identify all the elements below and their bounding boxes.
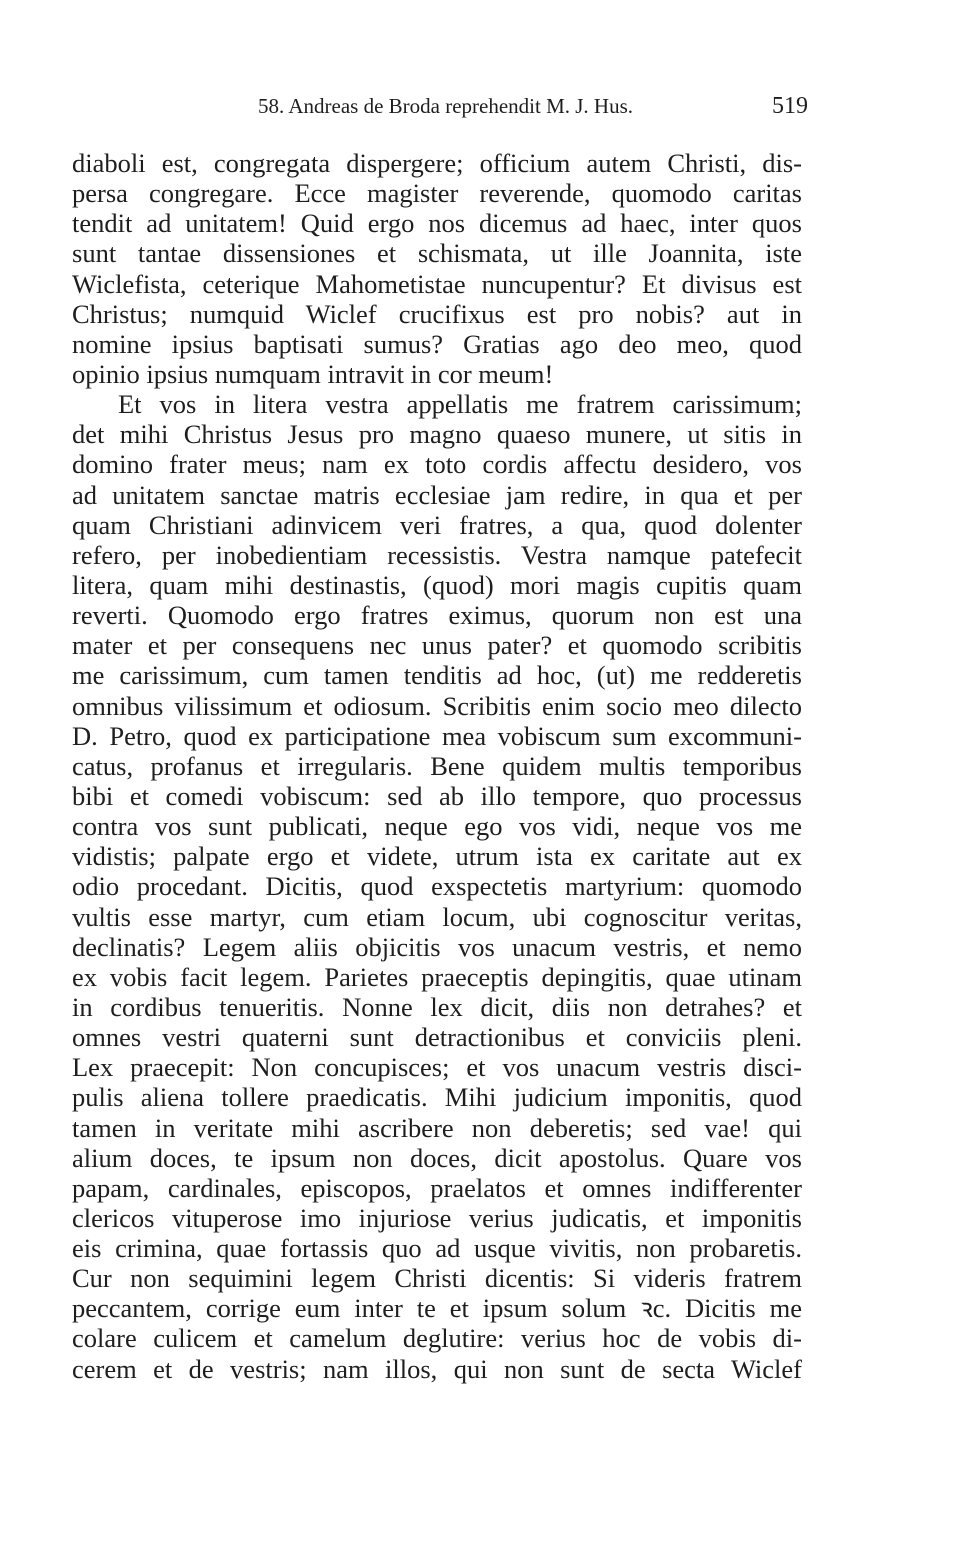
text-line: me carissimum, cum tamen tenditis ad hoc, (ut) me redderetis (72, 660, 802, 691)
text-line: det mihi Christus Jesus pro magno quaeso munere, ut sitis in (72, 419, 802, 450)
text-line: omnibus vilissimum et odiosum. Scribitis enim socio meo dilecto (72, 690, 802, 721)
text-line: clericos vituperose imo injuriose verius judicatis, et imponitis (72, 1202, 802, 1233)
text-line: eis crimina, quae fortassis quo ad usque vivitis, non probaretis. (72, 1233, 802, 1264)
book-page: 58. Andreas de Broda reprehendit M. J. Hus. 519 diaboli est, congregata dispergere; officium autem Christi, dis- persa congregare. Ecce magister reverende, quomodo caritas tendit ad unitatem! Quid ergo nos dicemus ad haec, inter quos sunt tantae dissensiones et schismata, ut ille Joannita, iste Wiclefista, ceterique Mahometistae nuncupentur? Et divisus est Christus; numquid Wiclef crucifixus est pro nobis? aut in nomine ipsius baptisati sumus? Gratias ago deo meo, quod opinio ipsius numquam intravit in cor meum! Et vos in litera vestra appellatis me fratrem carissimum; det mihi Christus Jesus pro magno quaeso munere, ut sitis in domino frater meus; nam ex toto cordis affectu desidero, vos ad unitatem sanctae matris ecclesiae jam redire, in qua et per quam Christiani adinvicem veri fratres, a qua, quod dolenter refero, per inobedientiam recessistis. Vestra namque patefecit litera, quam mihi destinastis, (quod) mori magis cupitis quam reverti. Quomodo ergo fratres eximus, quorum non est una mater et per consequens nec unus pater? et quomodo scribitis me carissimum, cum tamen tenditis ad hoc, (ut) me redderetis omnibus vilissimum et odiosum. Scribitis enim socio meo dilecto D. Petro, quod ex participatione mea vobiscum sum excommuni- catus, profanus et irregularis. Bene quidem multis temporibus bibi et comedi vobiscum: sed ab illo tempore, quo processus contra vos sunt publicati, neque ego vos vidi, neque vos me vidistis; palpate ergo et videte, utrum ista ex caritate aut ex odio procedant. Dicitis, quod exspectetis martyrium: quomodo vultis esse martyr, cum etiam locum, ubi cognoscitur veritas, declinatis? Legem aliis objicitis vos unacum vestris, et nemo ex vobis facit legem. Parietes praeceptis depingitis, quae utinam in cordibus tenueritis. Nonne lex dicit, diis non detrahes? et omnes vestri quaterni sunt detractionibus et conviciis pleni. Lex praecepit: Non concupisces; et vos unacum vestris disci- pulis aliena tollere praedicatis. Mihi judicium imponitis, quod tamen in veritate mihi ascribere non deberetis; sed vae! qui alium doces, te ipsum non doces, dicit apostolus. Quare vos papam, cardinales, episcopos, praelatos et omnes indifferenter clericos vituperose imo injuriose verius judicatis, et imponitis eis crimina, quae fortassis quo ad usque vivitis, non probaretis. Cur non sequimini legem Christi dicentis: Si videris fratrem peccantem, corrige eum inter te et ipsum solum ꝛc. Dicitis me colare culicem et camelum deglutire: verius hoc de vobis di- cerem et de vestris; nam illos, qui non sunt de secta Wiclef (0, 0, 960, 1554)
text-line: contra vos sunt publicati, neque ego vos vidi, neque vos me (72, 811, 802, 842)
text-line: tendit ad unitatem! Quid ergo nos dicemus ad haec, inter quos (72, 208, 802, 239)
page-number: 519 (772, 93, 808, 119)
text-line: Lex praecepit: Non concupisces; et vos unacum vestris disci- (72, 1052, 802, 1083)
text-line: bibi et comedi vobiscum: sed ab illo tempore, quo processus (72, 780, 802, 811)
text-line: pulis aliena tollere praedicatis. Mihi judicium imponitis, quod (72, 1082, 802, 1113)
paragraph-end-line: opinio ipsius numquam intravit in cor meum! (72, 358, 554, 389)
text-line: odio procedant. Dicitis, quod exspectetis martyrium: quomodo (72, 871, 802, 902)
text-line: ad unitatem sanctae matris ecclesiae jam redire, in qua et per (72, 479, 802, 510)
text-line: nomine ipsius baptisati sumus? Gratias ago deo meo, quod (72, 328, 802, 359)
text-line: ex vobis facit legem. Parietes praeceptis depingitis, quae utinam (72, 961, 802, 992)
body-text (72, 148, 802, 1384)
text-line: reverti. Quomodo ergo fratres eximus, quorum non est una (72, 600, 802, 631)
text-line: alium doces, te ipsum non doces, dicit apostolus. Quare vos (72, 1142, 802, 1173)
text-line: diaboli est, congregata dispergere; officium autem Christi, dis- (72, 148, 802, 178)
text-line: Cur non sequimini legem Christi dicentis: Si videris fratrem (72, 1263, 802, 1294)
text-line: declinatis? Legem aliis objicitis vos unacum vestris, et nemo (72, 931, 802, 962)
text-line: peccantem, corrige eum inter te et ipsum solum ꝛc. Dicitis me (72, 1293, 802, 1324)
text-line: D. Petro, quod ex participatione mea vobiscum sum excommuni- (72, 720, 802, 751)
text-line: tamen in veritate mihi ascribere non deberetis; sed vae! qui (72, 1112, 802, 1143)
text-line: cerem et de vestris; nam illos, qui non sunt de secta Wiclef (72, 1353, 802, 1384)
text-line: Christus; numquid Wiclef crucifixus est pro nobis? aut in (72, 298, 802, 329)
text-line: colare culicem et camelum deglutire: verius hoc de vobis di- (72, 1323, 802, 1354)
text-line: vultis esse martyr, cum etiam locum, ubi cognoscitur veritas, (72, 901, 802, 932)
text-line: vidistis; palpate ergo et videte, utrum ista ex caritate aut ex (72, 841, 802, 872)
text-line: quam Christiani adinvicem veri fratres, a qua, quod dolenter (72, 509, 802, 540)
text-line: in cordibus tenueritis. Nonne lex dicit, diis non detrahes? et (72, 991, 802, 1022)
text-line: omnes vestri quaterni sunt detractionibus et conviciis pleni. (72, 1022, 802, 1053)
text-line: mater et per consequens nec unus pater? et quomodo scribitis (72, 630, 802, 661)
paragraph-start-line: Et vos in litera vestra appellatis me fratrem carissimum; (118, 389, 802, 420)
text-line: papam, cardinales, episcopos, praelatos et omnes indifferenter (72, 1172, 802, 1203)
text-line: catus, profanus et irregularis. Bene quidem multis temporibus (72, 750, 802, 781)
text-line: persa congregare. Ecce magister reverende, quomodo caritas (72, 178, 802, 209)
text-line: refero, per inobedientiam recessistis. Vestra namque patefecit (72, 539, 802, 570)
text-line: litera, quam mihi destinastis, (quod) mori magis cupitis quam (72, 569, 802, 600)
text-line: Wiclefista, ceterique Mahometistae nuncupentur? Et divisus est (72, 268, 802, 299)
text-line: sunt tantae dissensiones et schismata, ut ille Joannita, iste (72, 238, 802, 269)
text-line: domino frater meus; nam ex toto cordis affectu desidero, vos (72, 449, 802, 480)
